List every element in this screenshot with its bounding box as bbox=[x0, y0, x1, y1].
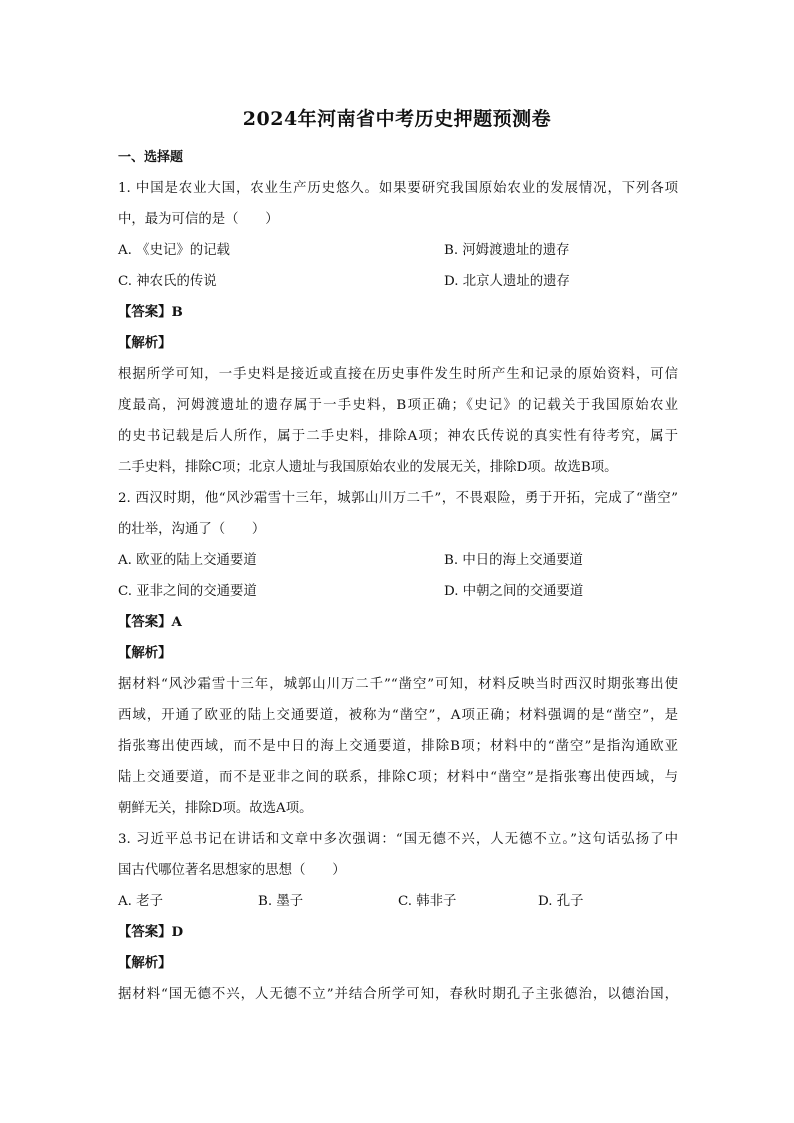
options-row bbox=[118, 266, 678, 297]
section-heading: 一、选择题 bbox=[118, 150, 184, 165]
analysis-line: 根据所学可知，一手史料是接近或直接在历史事件发生时所产生和记录的原始资料，可信 bbox=[118, 367, 678, 382]
options-row bbox=[118, 886, 678, 917]
option-c: C. 韩非子 bbox=[398, 894, 457, 909]
answer: 【答案】B bbox=[118, 304, 183, 320]
analysis-label: 【解析】 bbox=[118, 955, 172, 971]
option-b: B. 河姆渡遗址的遗存 bbox=[444, 243, 570, 258]
option-b: B. 墨子 bbox=[258, 894, 304, 909]
options-row bbox=[118, 545, 678, 576]
question-stem-line: 2. 西汉时期，他“风沙霜雪十三年，城郭山川万二千”，不畏艰险，勇于开拓，完成了“凿空” bbox=[118, 491, 678, 506]
option-d: D. 中朝之间的交通要道 bbox=[444, 584, 584, 599]
analysis-line: 据材料“风沙霜雪十三年，城郭山川万二千”“凿空”可知，材料反映当时西汉时期张骞出使 bbox=[118, 677, 678, 692]
question-1 bbox=[118, 173, 678, 483]
question-stem-line: 1. 中国是农业大国，农业生产历史悠久。如果要研究我国原始农业的发展情况，下列各项 bbox=[118, 181, 678, 196]
question-2 bbox=[118, 483, 678, 824]
analysis-line: 据材料“国无德不兴，人无德不立”并结合所学可知，春秋时期孔子主张德治，以德治国， bbox=[118, 987, 678, 1002]
analysis-label: 【解析】 bbox=[118, 335, 172, 351]
answer: 【答案】A bbox=[118, 614, 182, 630]
option-a: A. 欧亚的陆上交通要道 bbox=[118, 553, 257, 568]
analysis-line: 指张骞出使西域，而不是中日的海上交通要道，排除B项；材料中的“凿空”是指沟通欧亚 bbox=[118, 739, 678, 754]
analysis-line: 的史书记载是后人所作，属于二手史料，排除A项；神农氏传说的真实性有待考究，属于 bbox=[118, 429, 678, 444]
question-3 bbox=[118, 824, 678, 1010]
option-d: D. 北京人遗址的遗存 bbox=[444, 274, 570, 289]
question-stem-line: 国古代哪位著名思想家的思想（ ） bbox=[118, 863, 346, 878]
answer: 【答案】D bbox=[118, 924, 184, 940]
question-stem-line: 3. 习近平总书记在讲话和文章中多次强调：“国无德不兴，人无德不立。”这句话弘扬了中 bbox=[118, 832, 678, 847]
options-row bbox=[118, 235, 678, 266]
option-a: A. 老子 bbox=[118, 894, 163, 909]
option-d: D. 孔子 bbox=[538, 894, 584, 909]
options-row bbox=[118, 576, 678, 607]
option-b: B. 中日的海上交通要道 bbox=[444, 553, 583, 568]
analysis-line: 度最高，河姆渡遗址的遗存属于一手史料，B项正确；《史记》的记载关于我国原始农业 bbox=[118, 398, 678, 413]
analysis-line: 陆上交通要道，而不是亚非之间的联系，排除C项；材料中“凿空”是指张骞出使西域，与 bbox=[118, 770, 678, 785]
analysis-line: 西域，开通了欧亚的陆上交通要道，被称为“凿空”，A项正确；材料强调的是“凿空”，是 bbox=[118, 708, 678, 723]
option-a: A. 《史记》的记载 bbox=[118, 243, 230, 258]
option-c: C. 亚非之间的交通要道 bbox=[118, 584, 257, 599]
content bbox=[118, 142, 678, 1010]
question-stem-line: 中，最为可信的是（ ） bbox=[118, 212, 279, 227]
option-c: C. 神农氏的传说 bbox=[118, 274, 217, 289]
analysis-label: 【解析】 bbox=[118, 645, 172, 661]
analysis-line: 朝鲜无关，排除D项。故选A项。 bbox=[118, 801, 313, 816]
analysis-line: 二手史料，排除C项；北京人遗址与我国原始农业的发展无关，排除D项。故选B项。 bbox=[118, 460, 618, 475]
question-stem-line: 的壮举，沟通了（ ） bbox=[118, 522, 266, 537]
page-title: 2024年河南省中考历史押题预测卷 bbox=[242, 108, 552, 130]
